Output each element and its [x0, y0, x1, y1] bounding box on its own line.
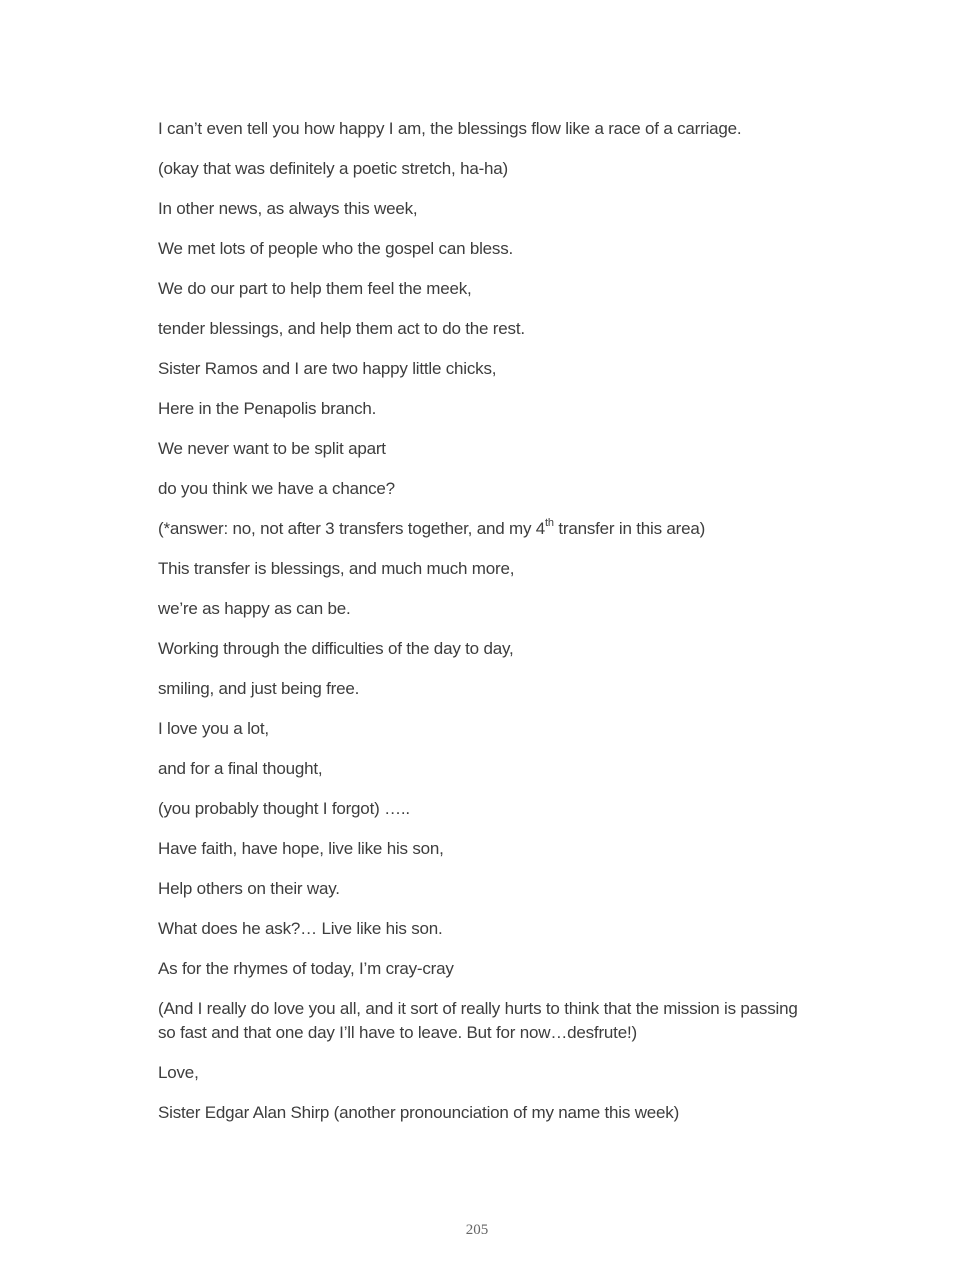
signature: Sister Edgar Alan Shirp (another pronounciation of my name this week) — [158, 1103, 680, 1122]
ordinal-superscript: th — [545, 517, 554, 530]
poem-line: Sister Ramos and I are two happy little chicks, — [158, 359, 497, 378]
poem-line: Working through the difficulties of the day to day, — [158, 639, 514, 658]
poem-line: smiling, and just being free. — [158, 679, 360, 698]
poem-line: This transfer is blessings, and much much more, — [158, 559, 515, 578]
answer-line-text: (*answer: no, not after 3 transfers together, and my 4 — [158, 519, 546, 538]
poem-line: I can’t even tell you how happy I am, the blessings flow like a race of a carriage. — [158, 119, 742, 138]
poem-line: What does he ask?… Live like his son. — [158, 919, 443, 938]
sign-off: Love, — [158, 1063, 199, 1082]
poem-line: Help others on their way. — [158, 879, 340, 898]
poem-line: we’re as happy as can be. — [158, 599, 351, 618]
poem-line: We never want to be split apart — [158, 439, 386, 458]
poem-line: do you think we have a chance? — [158, 479, 395, 498]
answer-line-text-end: transfer in this area) — [553, 519, 706, 538]
poem-line: (okay that was definitely a poetic stretch, ha-ha) — [158, 159, 509, 178]
poem-line: I love you a lot, — [158, 719, 269, 738]
page-body — [158, 117, 808, 1141]
answer-line — [158, 517, 808, 541]
poem-line: tender blessings, and help them act to do the rest. — [158, 319, 525, 338]
poem-line: and for a final thought, — [158, 759, 323, 778]
poem-line: (you probably thought I forgot) ….. — [158, 799, 410, 818]
poem-line: Here in the Penapolis branch. — [158, 399, 377, 418]
poem-line: Have faith, have hope, live like his son, — [158, 839, 444, 858]
poem-line: We met lots of people who the gospel can bless. — [158, 239, 514, 258]
poem-line: As for the rhymes of today, I’m cray-cray — [158, 959, 454, 978]
closing-paragraph: (And I really do love you all, and it sort of really hurts to think that the mission is passing so fast and that one day I’ll have to leave. But for now…desfrute!) — [158, 999, 798, 1042]
page-number: 205 — [465, 1222, 489, 1238]
poem-line: In other news, as always this week, — [158, 199, 418, 218]
poem-line: We do our part to help them feel the meek, — [158, 279, 472, 298]
